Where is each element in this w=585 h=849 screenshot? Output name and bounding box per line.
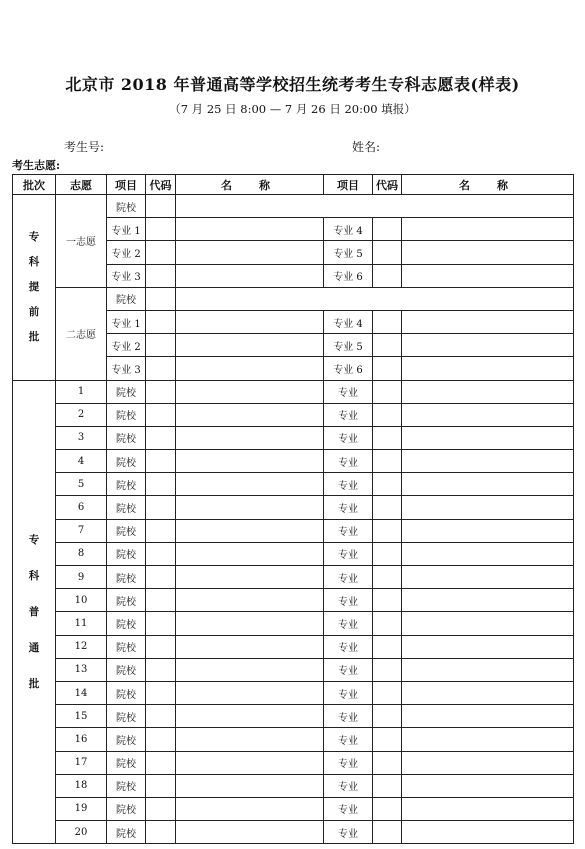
code-cell[interactable]	[373, 241, 402, 264]
name-cell[interactable]	[176, 519, 324, 542]
code-cell[interactable]	[146, 218, 176, 241]
code-cell[interactable]	[373, 658, 402, 681]
name-cell[interactable]	[176, 821, 324, 844]
item-label: 院校	[107, 403, 146, 426]
name-cell[interactable]	[176, 635, 324, 658]
item-label: 专业	[324, 589, 373, 612]
choice-number: 16	[56, 728, 107, 751]
choice-number: 3	[56, 426, 107, 449]
name-cell[interactable]	[402, 728, 574, 751]
name-cell[interactable]	[402, 797, 574, 820]
item-label: 院校	[107, 821, 146, 844]
item-label: 专业 6	[324, 357, 373, 380]
code-cell[interactable]	[373, 218, 402, 241]
table-row	[13, 542, 574, 565]
code-cell[interactable]	[373, 589, 402, 612]
item-label: 专业	[324, 612, 373, 635]
code-cell[interactable]	[373, 797, 402, 820]
header-item-2: 项目	[324, 175, 373, 195]
name-cell[interactable]	[402, 450, 574, 473]
name-cell[interactable]	[176, 218, 324, 241]
item-label: 专业	[324, 519, 373, 542]
table-row	[13, 658, 574, 681]
header-item: 项目	[107, 175, 146, 195]
item-label: 院校	[107, 797, 146, 820]
choice-number: 19	[56, 797, 107, 820]
code-cell[interactable]	[373, 635, 402, 658]
table-row	[13, 728, 574, 751]
item-label: 院校	[107, 380, 146, 403]
code-cell[interactable]	[373, 681, 402, 704]
name-cell[interactable]	[176, 681, 324, 704]
school-name-cell[interactable]	[176, 195, 574, 218]
item-label: 院校	[107, 774, 146, 797]
code-cell[interactable]	[146, 241, 176, 264]
item-label: 院校	[107, 612, 146, 635]
name-cell[interactable]	[402, 380, 574, 403]
item-label: 院校	[107, 287, 146, 310]
item-label: 专业 5	[324, 241, 373, 264]
header-name: 名 称	[176, 175, 324, 195]
item-label: 专业 6	[324, 264, 373, 287]
code-cell[interactable]	[373, 403, 402, 426]
name-cell[interactable]	[402, 635, 574, 658]
name-cell[interactable]	[402, 496, 574, 519]
code-cell[interactable]	[373, 450, 402, 473]
choice-2-label: 二志愿	[56, 287, 107, 380]
code-cell[interactable]	[373, 380, 402, 403]
header-name-2: 名 称	[402, 175, 574, 195]
item-label: 院校	[107, 519, 146, 542]
table-row	[13, 705, 574, 728]
table-row	[13, 426, 574, 449]
item-label: 专业	[324, 450, 373, 473]
item-label: 院校	[107, 496, 146, 519]
table-row	[13, 751, 574, 774]
code-cell[interactable]	[146, 797, 176, 820]
choice-number: 12	[56, 635, 107, 658]
code-cell[interactable]	[373, 496, 402, 519]
name-cell[interactable]	[176, 264, 324, 287]
code-cell[interactable]	[146, 635, 176, 658]
code-cell[interactable]	[373, 542, 402, 565]
item-label: 院校	[107, 542, 146, 565]
name-cell[interactable]	[176, 403, 324, 426]
table-row	[13, 195, 574, 218]
table-row	[13, 612, 574, 635]
form-subtitle: （7 月 25 日 8:00 — 7 月 26 日 20:00 填报）	[169, 102, 416, 116]
item-label: 院校	[107, 705, 146, 728]
item-label: 专业	[324, 426, 373, 449]
table-row	[13, 566, 574, 589]
choice-number: 2	[56, 403, 107, 426]
item-label: 专业	[324, 751, 373, 774]
table-row	[13, 821, 574, 844]
table-row	[13, 774, 574, 797]
code-cell[interactable]	[146, 681, 176, 704]
code-cell[interactable]	[146, 310, 176, 333]
choice-number: 11	[56, 612, 107, 635]
table-row	[13, 473, 574, 496]
name-cell[interactable]	[176, 357, 324, 380]
header-code: 代码	[146, 175, 176, 195]
code-cell[interactable]	[373, 473, 402, 496]
table-row	[13, 681, 574, 704]
choice-number: 17	[56, 751, 107, 774]
name-cell[interactable]	[176, 473, 324, 496]
table-row	[13, 496, 574, 519]
code-cell[interactable]	[373, 357, 402, 380]
code-cell[interactable]	[373, 264, 402, 287]
header-code-2: 代码	[373, 175, 402, 195]
batch-regular-label: 专 科 普 通 批	[13, 380, 56, 844]
name-cell[interactable]	[176, 566, 324, 589]
name-cell[interactable]	[176, 589, 324, 612]
name-cell[interactable]	[176, 542, 324, 565]
item-label: 专业 1	[107, 310, 146, 333]
name-cell[interactable]	[402, 658, 574, 681]
code-cell[interactable]	[373, 566, 402, 589]
name-cell[interactable]	[402, 264, 574, 287]
code-cell[interactable]	[373, 705, 402, 728]
code-cell[interactable]	[146, 334, 176, 357]
choice-number: 20	[56, 821, 107, 844]
item-label: 专业	[324, 797, 373, 820]
choice-number: 7	[56, 519, 107, 542]
name-cell[interactable]	[402, 241, 574, 264]
name-cell[interactable]	[176, 310, 324, 333]
table-row	[13, 380, 574, 403]
name-label: 姓名:	[352, 140, 381, 154]
name-cell[interactable]	[176, 612, 324, 635]
name-cell[interactable]	[402, 334, 574, 357]
name-cell[interactable]	[402, 821, 574, 844]
item-label: 专业	[324, 821, 373, 844]
code-cell[interactable]	[146, 589, 176, 612]
item-label: 专业	[324, 542, 373, 565]
choice-number: 4	[56, 450, 107, 473]
code-cell[interactable]	[146, 774, 176, 797]
name-cell[interactable]	[402, 705, 574, 728]
name-cell[interactable]	[176, 705, 324, 728]
code-cell[interactable]	[146, 264, 176, 287]
code-cell[interactable]	[373, 612, 402, 635]
choice-number: 8	[56, 542, 107, 565]
item-label: 院校	[107, 195, 146, 218]
item-label: 专业 4	[324, 218, 373, 241]
item-label: 院校	[107, 728, 146, 751]
batch-early-label: 专 科 提 前 批	[13, 195, 56, 381]
code-cell[interactable]	[146, 821, 176, 844]
code-cell[interactable]	[146, 380, 176, 403]
table-row	[13, 589, 574, 612]
header-row	[13, 175, 574, 195]
table-row	[13, 403, 574, 426]
name-cell[interactable]	[176, 751, 324, 774]
code-cell[interactable]	[146, 450, 176, 473]
name-cell[interactable]	[176, 450, 324, 473]
item-label: 专业	[324, 681, 373, 704]
item-label: 专业 2	[107, 334, 146, 357]
item-label: 专业	[324, 658, 373, 681]
code-cell[interactable]	[146, 705, 176, 728]
item-label: 专业 5	[324, 334, 373, 357]
choice-number: 10	[56, 589, 107, 612]
table-row	[13, 797, 574, 820]
name-cell[interactable]	[176, 774, 324, 797]
item-label: 专业	[324, 380, 373, 403]
code-cell[interactable]	[373, 821, 402, 844]
code-cell[interactable]	[146, 519, 176, 542]
item-label: 院校	[107, 473, 146, 496]
choice-number: 13	[56, 658, 107, 681]
code-cell[interactable]	[373, 774, 402, 797]
table-row	[13, 287, 574, 310]
item-label: 院校	[107, 751, 146, 774]
header-batch: 批次	[13, 175, 56, 195]
item-label: 院校	[107, 426, 146, 449]
school-name-cell[interactable]	[176, 287, 574, 310]
name-cell[interactable]	[402, 542, 574, 565]
name-cell[interactable]	[402, 473, 574, 496]
code-cell[interactable]	[146, 751, 176, 774]
name-cell[interactable]	[176, 380, 324, 403]
code-cell[interactable]	[146, 496, 176, 519]
item-label: 专业	[324, 473, 373, 496]
choice-number: 6	[56, 496, 107, 519]
code-cell[interactable]	[373, 519, 402, 542]
item-label: 院校	[107, 681, 146, 704]
table-row	[13, 635, 574, 658]
item-label: 专业 3	[107, 264, 146, 287]
code-cell[interactable]	[373, 310, 402, 333]
choice-number: 14	[56, 681, 107, 704]
code-cell[interactable]	[146, 357, 176, 380]
item-label: 院校	[107, 566, 146, 589]
table-row	[13, 519, 574, 542]
item-label: 专业 2	[107, 241, 146, 264]
name-cell[interactable]	[176, 241, 324, 264]
name-cell[interactable]	[402, 612, 574, 635]
name-cell[interactable]	[176, 797, 324, 820]
code-cell[interactable]	[373, 728, 402, 751]
form-title: 北京市 2018 年普通高等学校招生统考考生专科志愿表(样表)	[65, 75, 520, 94]
choice-number: 9	[56, 566, 107, 589]
name-cell[interactable]	[402, 566, 574, 589]
name-cell[interactable]	[176, 658, 324, 681]
table-row	[13, 450, 574, 473]
name-cell[interactable]	[402, 426, 574, 449]
code-cell[interactable]	[146, 658, 176, 681]
choice-number: 1	[56, 380, 107, 403]
item-label: 院校	[107, 589, 146, 612]
choice-number: 18	[56, 774, 107, 797]
item-label: 专业	[324, 728, 373, 751]
header-choice: 志愿	[56, 175, 107, 195]
code-cell[interactable]	[146, 195, 176, 218]
code-cell[interactable]	[146, 542, 176, 565]
item-label: 专业	[324, 774, 373, 797]
section-label: 考生志愿:	[12, 159, 61, 172]
code-cell[interactable]	[373, 751, 402, 774]
name-cell[interactable]	[402, 218, 574, 241]
item-label: 专业	[324, 496, 373, 519]
name-cell[interactable]	[176, 496, 324, 519]
choice-table	[12, 174, 574, 844]
name-cell[interactable]	[176, 728, 324, 751]
code-cell[interactable]	[146, 473, 176, 496]
choice-number: 5	[56, 473, 107, 496]
name-cell[interactable]	[402, 774, 574, 797]
item-label: 专业	[324, 566, 373, 589]
name-cell[interactable]	[176, 334, 324, 357]
code-cell[interactable]	[146, 403, 176, 426]
name-cell[interactable]	[402, 403, 574, 426]
item-label: 院校	[107, 658, 146, 681]
item-label: 院校	[107, 635, 146, 658]
choice-number: 15	[56, 705, 107, 728]
item-label: 专业 4	[324, 310, 373, 333]
item-label: 专业	[324, 705, 373, 728]
item-label: 院校	[107, 450, 146, 473]
name-cell[interactable]	[402, 519, 574, 542]
name-cell[interactable]	[402, 751, 574, 774]
code-cell[interactable]	[146, 426, 176, 449]
name-cell[interactable]	[402, 589, 574, 612]
code-cell[interactable]	[373, 334, 402, 357]
exam-number-label: 考生号:	[64, 140, 105, 154]
item-label: 专业 1	[107, 218, 146, 241]
item-label: 专业	[324, 403, 373, 426]
code-cell[interactable]	[146, 566, 176, 589]
code-cell[interactable]	[146, 612, 176, 635]
choice-1-label: 一志愿	[56, 195, 107, 288]
code-cell[interactable]	[146, 287, 176, 310]
name-cell[interactable]	[402, 681, 574, 704]
code-cell[interactable]	[373, 426, 402, 449]
name-cell[interactable]	[402, 357, 574, 380]
name-cell[interactable]	[176, 426, 324, 449]
name-cell[interactable]	[402, 310, 574, 333]
code-cell[interactable]	[146, 728, 176, 751]
item-label: 专业	[324, 635, 373, 658]
item-label: 专业 3	[107, 357, 146, 380]
